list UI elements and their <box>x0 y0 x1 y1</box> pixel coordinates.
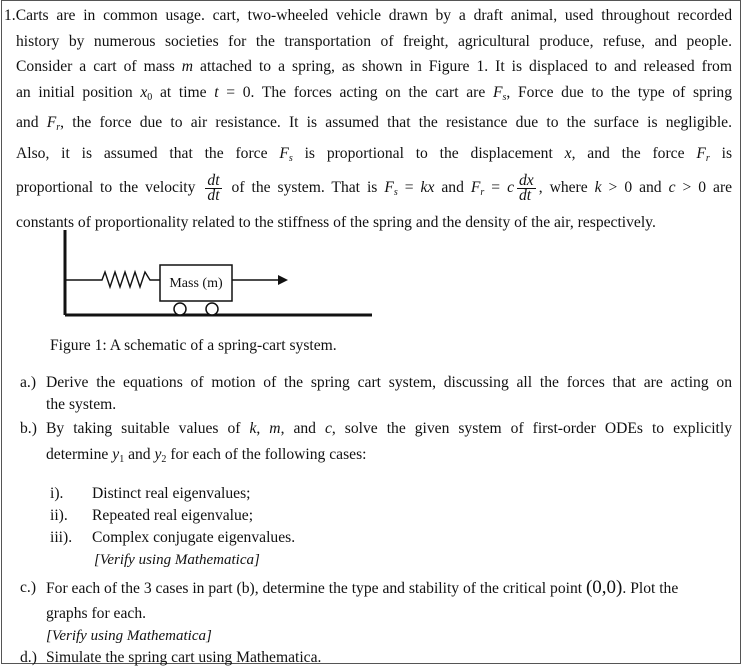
mass-label: Mass (m) <box>169 276 223 291</box>
case-item: i). Distinct real eigenvalues; <box>50 485 251 502</box>
verify-note-c: [Verify using Mathematica] <box>46 628 212 644</box>
part-d: d.) Simulate the spring cart using Mathematica. <box>20 649 322 666</box>
problem-number: 1. <box>4 7 16 24</box>
wheel-right <box>206 303 218 315</box>
figure-caption: Figure 1: A schematic of a spring-cart system. <box>50 337 337 354</box>
part-c: c.) For each of the 3 cases in part (b), determine the type and stability of the critical point (0,0). Plot the graphs for each. <box>20 577 679 622</box>
problem-intro: 1.Carts are in common usage. cart, two-wheeled vehicle drawn by a draft animal, used throughout recorded history by numerous societies for the transportation of freight, agricultural produce, refuse, and people. Consider a cart of mass m attached to a spring, as shown in Figure 1. It is displaced to and released from an initial position $x_0$ at time t = 0. The forces acting on the cart are $F_s$, Force due to the type of spring and $F_r$, the force due to air resistance. It is assumed that the resistance due to the surface is negligible. Also, it is assumed that the force $F_s$ is proportional to the displacement x, and the force $F_r$ is proportional to the velocity $\frac{dt}{dt}$ of the system. That is $F_s$ = kx and $F_r = c$ $\frac{dx}{dt}$ , where k > 0 and c > 0 are constants of proportionality related to the stiffness of the spring and the density of the air, respectively. <box>4 7 733 231</box>
question-parts <box>20 372 732 669</box>
spring-cart-diagram <box>50 225 380 325</box>
part-b-cases <box>20 483 732 571</box>
wheel-left <box>174 303 186 315</box>
case-item: iii). Complex conjugate eigenvalues. <box>50 529 296 546</box>
case-item: ii). Repeated real eigenvalue; <box>50 507 254 524</box>
spring <box>65 272 160 287</box>
part-b: b.) By taking suitable values of k, m, and c, solve the given system of first-order ODEs to explicitly determine $y_1$ and $y_2$ for each of the following cases: <box>20 420 732 465</box>
verify-note-b: [Verify using Mathematica] <box>94 552 260 568</box>
force-arrowhead <box>278 275 288 285</box>
part-a: a.) Derive the equations of motion of the spring cart system, discussing all the forces that are acting on the system. <box>20 374 732 413</box>
